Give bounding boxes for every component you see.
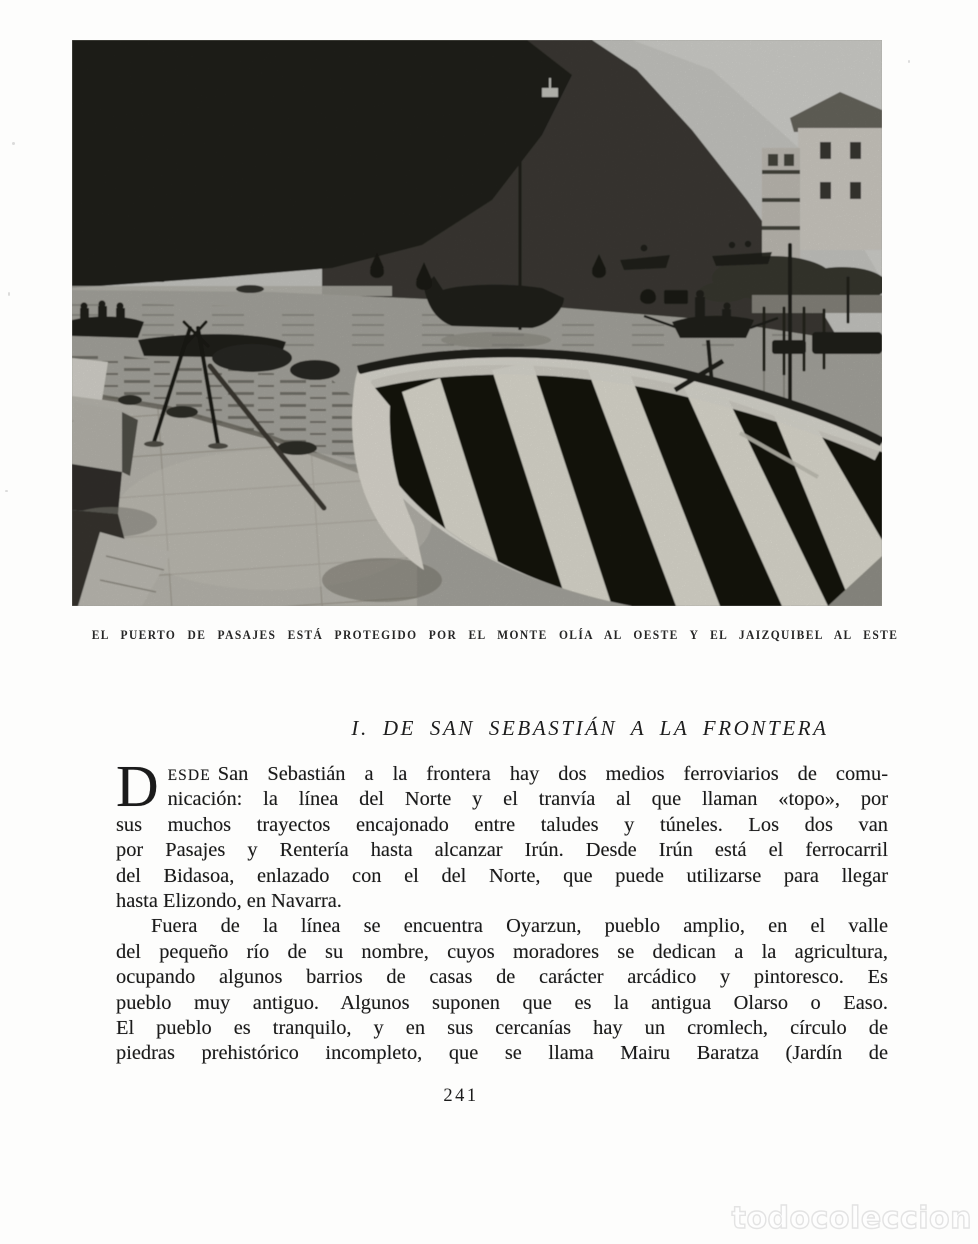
scan-speck <box>12 142 15 145</box>
photo-grain-overlay <box>72 40 882 606</box>
text-line: piedras prehistórico incompleto, que se llama Mairu Baratza (Jardín de <box>116 1042 888 1065</box>
scan-speck <box>908 60 910 63</box>
scan-speck <box>5 490 8 492</box>
photo-caption: EL PUERTO DE PASAJES ESTÁ PROTEGIDO POR EL MONTE OLÍA AL OESTE Y EL JAIZQUIBEL AL ESTE <box>91 629 899 643</box>
text-line: hasta Elizondo, en Navarra. <box>116 889 342 912</box>
chapter-title: DE SAN SEBASTIÁN A LA FRONTERA <box>382 716 829 740</box>
harbor-photograph <box>72 40 882 606</box>
text-line: Fuera de la línea se encuentra Oyarzun, pueblo amplio, en el valle <box>151 915 888 938</box>
text-line: del pequeño río de su nombre, cuyos moradores se dedican a la agricultura, <box>116 940 888 963</box>
text-line: por Pasajes y Rentería hasta alcanzar Irún. Desde Irún está el ferrocarril <box>116 839 888 862</box>
text-line <box>116 762 888 787</box>
chapter-heading <box>204 716 976 741</box>
page-number: 241 <box>443 1086 479 1106</box>
chapter-numeral: I. <box>351 716 369 740</box>
watermark-logo: todocoleccion <box>731 1201 972 1236</box>
text-line: El pueblo es tranquilo, y en sus cercanías hay un cromlech, círculo de <box>116 1016 888 1039</box>
text-line: pueblo muy antiguo. Algunos suponen que es la antigua Olarso o Easo. <box>116 991 888 1014</box>
text-line: nicación: la línea del Norte y el tranvía al que llaman «topo», por <box>167 788 888 811</box>
body-text-column <box>116 753 888 1067</box>
scan-speck <box>8 292 10 296</box>
text-line-rest: San Sebastián a la frontera hay dos medios ferroviarios de comu- <box>217 763 888 785</box>
text-line: ocupando algunos barrios de casas de carácter arcádico y pintoresco. Es <box>116 966 888 989</box>
text-line: del Bidasoa, enlazado con el del Norte, que puede utilizarse para llegar <box>116 864 888 887</box>
paragraph-1 <box>116 753 888 914</box>
paragraph-2 <box>116 914 888 1066</box>
text-line: sus muchos trayectos encajonado entre taludes y túneles. Los dos van <box>116 813 888 836</box>
drop-cap: D <box>116 753 159 819</box>
small-caps-word: ESDE <box>167 767 211 784</box>
harbor-photo-illustration <box>72 40 882 606</box>
